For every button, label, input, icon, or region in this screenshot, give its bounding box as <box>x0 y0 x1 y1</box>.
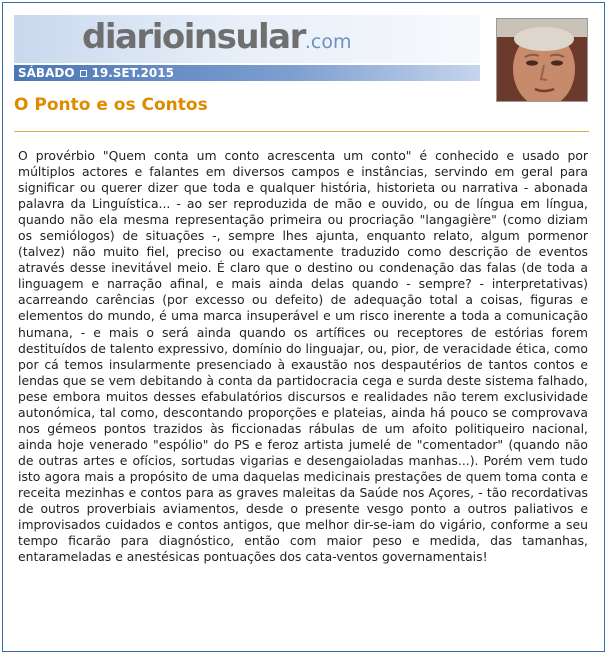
date-weekday: SÁBADO <box>18 66 75 80</box>
title-divider <box>14 131 589 132</box>
article-body: O provérbio "Quem conta um conto acrescenta um conto" é conhecido e usado por múltiplos actores e falantes em diversos campos e instâncias, servindo em geral para significar ou querer dizer que toda e qualquer história, historieta ou narrativa - abonada palavra da Linguística... - ao ser reproduzida de mão e ouvido, ou de língua em língua, quando não ela mesma representação primeira ou procriação "langagière" (como diziam os semiólogos) de situações -, sempre lhes ajunta, enquanto relato, algum pormenor (talvez) não muito fiel, preciso ou exactamente traduzido como descrição de eventos através desse inevitável meio. É claro que o destino ou condenação das falas (de toda a linguagem e narração afinal, e mais ainda delas quando - sempre? - interpretativas) acarreando carências (por excesso ou defeito) de adequação total a coisas, figuras e elementos do mundo, é uma marca insuperável e um risco inerente a toda a comunicação humana, - e mais o será ainda quando os artífices ou receptores de estórias forem destituídos de talento expressivo, domínio do linguajar, ou, pior, de veracidade ética, como por cá temos insularmente presenciado à exaustão nos despautérios de tantos contos e lendas que se vem debitando à conta da partidocracia cega e surda deste sistema falhado, pese embora muitos desses efabulatórios discursos e realidades não terem exclusividade autonómica, tal como, descontando proporções e plateias, ainda há pouco se comprovava nos gémeos pontos trazidos às ficcionadas rábulas de um afoito politiqueiro nacional, ainda hoje venerado "espólio" do PS e feroz artista jumelé de "comentador" (quando não de outras artes e ofícios, sortudas vigarias e desengaioladas manhas...). Porém vem tudo isto agora mais a propósito de uma daquelas medicinais prestações de quem toma conta e receita mezinhas e contos para as graves maleitas da Saúde nos Açores, - tão recordativas de outros proverbiais aviamentos, desde o presente vesgo ponto a outros paliativos e improvisados cuidados e contos antigos, que melhor dir-se-iam do vigário, conforme a seu tempo ficarão para diagnóstico, então com maior peso e medida, das tamanhas, entarameladas e anestésicas pontuações dos cata-ventos governamentais! <box>18 148 588 565</box>
separator-box-icon <box>80 70 87 77</box>
date-value: 19.SET.2015 <box>91 66 174 80</box>
site-logo[interactable] <box>82 17 352 57</box>
logo-suffix: .com <box>304 31 352 53</box>
author-photo <box>496 18 588 102</box>
date-strip <box>14 65 480 81</box>
article-title: O Ponto e os Contos <box>14 95 208 115</box>
logo-main: diarioinsular <box>82 17 305 57</box>
logo-band <box>14 15 480 63</box>
masthead <box>14 15 480 79</box>
author-portrait-icon <box>497 19 588 102</box>
